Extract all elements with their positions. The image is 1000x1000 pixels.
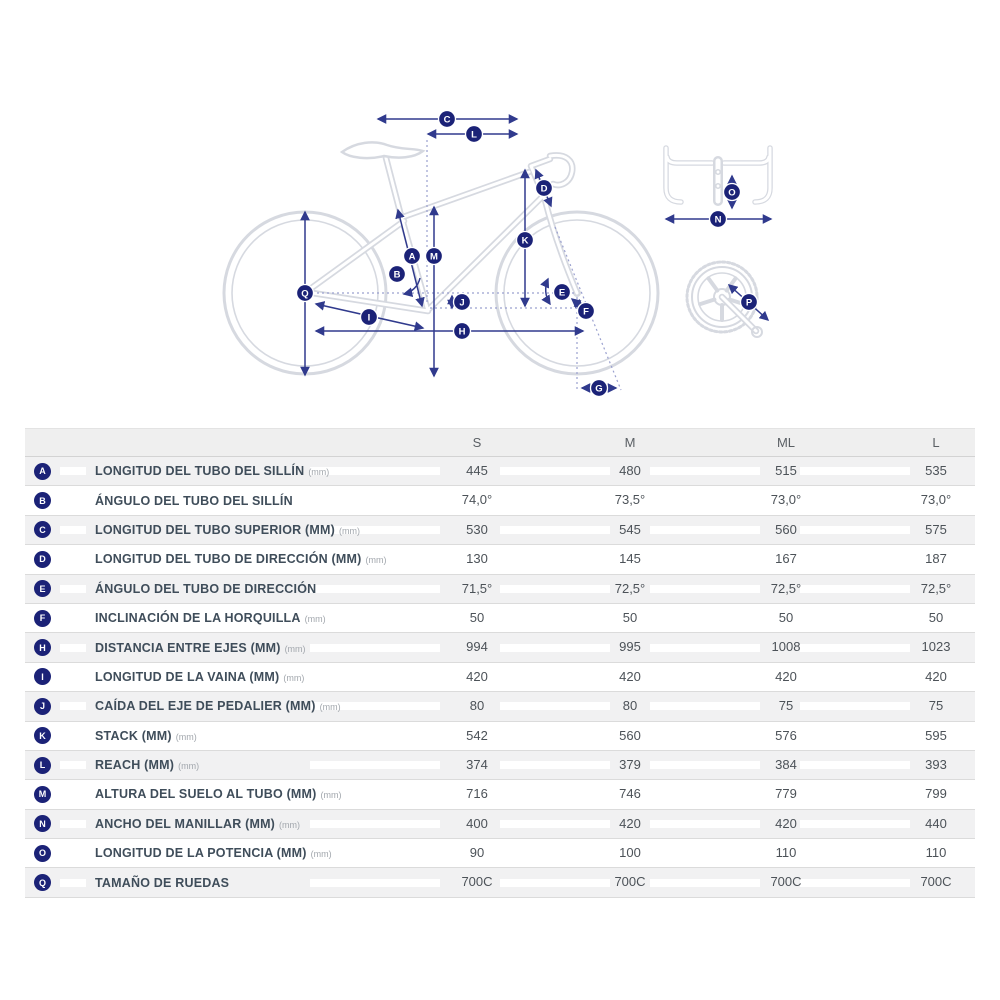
row-label-text: ANCHO DEL MANILLAR (MM) [95, 816, 276, 831]
value-s: 400 [466, 815, 488, 831]
svg-text:B: B [393, 269, 401, 281]
value-l: 420 [925, 668, 947, 684]
row-label [95, 609, 326, 627]
diagram-marker-p [741, 294, 758, 311]
row-unit: (mm) [284, 643, 306, 654]
table-row-j [25, 692, 975, 721]
row-label-text: REACH (MM) [95, 758, 175, 773]
table-row-b [25, 486, 975, 515]
row-marker-badge: Q [34, 874, 51, 891]
diagram-marker-n [710, 211, 727, 228]
svg-text:A: A [408, 251, 416, 263]
value-ml: 72,5° [770, 580, 802, 596]
table-row-a [25, 457, 975, 486]
diagram-marker-q [297, 285, 314, 302]
value-s: 374 [466, 756, 488, 772]
row-unit: (mm) [339, 525, 360, 536]
diagram-marker-d [536, 180, 553, 197]
value-m: 100 [619, 845, 641, 861]
row-marker-badge: D [34, 551, 51, 568]
diagram-marker-j [454, 294, 471, 311]
row-marker-badge: J [34, 698, 51, 715]
value-ml: 560 [775, 521, 797, 537]
svg-text:H: H [458, 326, 466, 338]
value-l: 700C [920, 874, 952, 890]
svg-text:M: M [430, 251, 438, 263]
row-unit: (mm) [175, 731, 197, 742]
row-label-text: INCLINACIÓN DE LA HORQUILLA [95, 611, 301, 626]
value-l: 1023 [921, 639, 951, 655]
table-row-o [25, 839, 975, 868]
value-ml: 73,0° [770, 492, 802, 508]
value-ml: 700C [770, 874, 802, 890]
value-l: 187 [925, 551, 947, 567]
value-s: 80 [469, 698, 485, 714]
handlebar-front-view [666, 148, 770, 202]
value-ml: 420 [775, 815, 797, 831]
diagram-marker-c [439, 111, 456, 128]
row-marker-badge: N [34, 815, 51, 832]
svg-text:N: N [714, 214, 722, 226]
diagram-marker-g [591, 380, 608, 397]
row-marker-badge: I [34, 668, 51, 685]
table-header-row [25, 428, 975, 457]
value-m: 80 [622, 698, 638, 714]
diagram-marker-a [404, 248, 421, 265]
svg-text:J: J [459, 297, 465, 309]
row-label-text: LONGITUD DEL TUBO SUPERIOR (MM) [95, 522, 335, 537]
arrow-head-angle-e [546, 279, 550, 304]
row-label [95, 844, 332, 862]
svg-text:P: P [745, 297, 753, 309]
value-s: 420 [466, 668, 488, 684]
value-m: 145 [619, 551, 641, 567]
geometry-table [25, 428, 975, 898]
row-label [95, 580, 320, 598]
value-m: 480 [619, 463, 641, 478]
value-ml: 75 [778, 698, 794, 714]
svg-text:E: E [558, 287, 566, 299]
row-label [95, 815, 300, 833]
value-m: 746 [619, 786, 641, 802]
value-m: 545 [619, 521, 641, 537]
table-row-l [25, 751, 975, 780]
diagram-marker-m [426, 248, 443, 265]
value-ml: 576 [775, 727, 797, 743]
diagram-marker-k [517, 232, 534, 249]
value-m: 420 [619, 668, 641, 684]
value-ml: 167 [775, 551, 797, 567]
diagram-marker-h [454, 323, 471, 340]
row-label-text: DISTANCIA ENTRE EJES (MM) [95, 640, 281, 655]
diagram-marker-i [361, 309, 378, 326]
svg-text:F: F [583, 306, 589, 318]
value-s: 90 [469, 845, 485, 861]
row-marker-badge: A [34, 463, 51, 480]
row-unit: (mm) [304, 614, 326, 625]
row-marker-badge: F [34, 610, 51, 627]
row-marker-badge: M [34, 786, 51, 803]
svg-text:Q: Q [301, 288, 309, 300]
column-header-ml: ML [776, 435, 796, 450]
table-row-k [25, 722, 975, 751]
row-label-text: ALTURA DEL SUELO AL TUBO (MM) [95, 787, 317, 802]
row-label-text: LONGITUD DE LA VAINA (MM) [95, 669, 280, 684]
value-l: 50 [928, 609, 944, 625]
value-m: 420 [619, 815, 641, 831]
row-marker-badge: E [34, 580, 51, 597]
row-label-text: LONGITUD DEL TUBO DE DIRECCIÓN (MM) [95, 552, 362, 567]
svg-text:I: I [367, 312, 371, 324]
value-l: 393 [925, 756, 947, 772]
row-unit: (mm) [365, 555, 387, 566]
value-m: 379 [619, 756, 641, 772]
diagram-marker-o [724, 184, 741, 201]
value-s: 445 [466, 463, 488, 478]
value-l: 595 [925, 727, 947, 743]
value-ml: 515 [775, 463, 797, 478]
row-label-text: ÁNGULO DEL TUBO DEL SILLÍN [95, 493, 293, 508]
bike-geometry-diagram [0, 0, 1000, 428]
column-header-s: S [472, 435, 482, 450]
diagram-marker-f [578, 303, 595, 320]
table-row-e [25, 575, 975, 604]
value-m: 560 [619, 727, 641, 743]
table-row-n [25, 810, 975, 839]
row-label [95, 668, 304, 686]
value-m: 700C [614, 874, 646, 890]
diagram-marker-l [466, 126, 483, 143]
value-s: 994 [466, 639, 488, 655]
row-label-text: STACK (MM) [95, 728, 172, 743]
row-unit: (mm) [178, 761, 200, 772]
row-label [95, 639, 306, 657]
row-label-text: TAMAÑO DE RUEDAS [95, 875, 230, 890]
value-s: 530 [466, 521, 488, 537]
row-unit: (mm) [279, 819, 301, 830]
value-l: 75 [928, 698, 944, 714]
diagram-marker-e [554, 284, 571, 301]
value-ml: 110 [775, 845, 797, 861]
value-s: 542 [466, 727, 488, 743]
row-label [95, 521, 360, 539]
row-marker-badge: H [34, 639, 51, 656]
row-label-text: LONGITUD DE LA POTENCIA (MM) [95, 846, 307, 861]
value-m: 72,5° [614, 580, 646, 596]
diagram-marker-b [389, 266, 406, 283]
value-l: 440 [925, 815, 947, 831]
svg-text:G: G [595, 383, 603, 395]
value-l: 535 [925, 463, 947, 478]
table-row-f [25, 604, 975, 633]
row-label [95, 756, 199, 774]
value-s: 74,0° [461, 492, 493, 508]
table-row-d [25, 545, 975, 574]
table-row-h [25, 633, 975, 662]
row-unit: (mm) [308, 467, 330, 478]
value-l: 799 [925, 786, 947, 802]
value-m: 73,5° [614, 492, 646, 508]
row-label [95, 727, 197, 745]
table-row-q [25, 868, 975, 897]
value-ml: 420 [775, 668, 797, 684]
row-marker-badge: K [34, 727, 51, 744]
value-s: 716 [466, 786, 488, 802]
value-s: 50 [469, 609, 485, 625]
svg-text:L: L [471, 129, 477, 141]
row-marker-badge: C [34, 521, 51, 538]
row-label-text: ÁNGULO DEL TUBO DE DIRECCIÓN [95, 581, 317, 596]
table-row-m [25, 780, 975, 809]
value-ml: 384 [775, 756, 797, 772]
column-header-l: L [932, 435, 940, 450]
row-label [95, 785, 342, 803]
value-ml: 779 [775, 786, 797, 802]
svg-text:O: O [728, 187, 736, 199]
row-unit: (mm) [320, 790, 342, 801]
column-header-m: M [624, 435, 636, 450]
row-marker-badge: L [34, 757, 51, 774]
table-row-c [25, 516, 975, 545]
row-label [95, 874, 233, 892]
value-l: 72,5° [920, 580, 952, 596]
value-s: 71,5° [461, 580, 493, 596]
row-unit: (mm) [283, 672, 305, 683]
value-m: 995 [619, 639, 641, 655]
row-label [95, 462, 329, 480]
row-marker-badge: B [34, 492, 51, 509]
value-s: 700C [461, 874, 493, 890]
row-label [95, 492, 297, 510]
svg-text:C: C [443, 114, 451, 126]
value-l: 575 [925, 521, 947, 537]
row-label-text: LONGITUD DEL TUBO DEL SILLÍN [95, 464, 305, 479]
value-ml: 1008 [771, 639, 801, 655]
table-row-i [25, 663, 975, 692]
row-label [95, 550, 386, 568]
svg-text:D: D [540, 183, 548, 195]
row-unit: (mm) [310, 849, 332, 860]
value-m: 50 [622, 609, 638, 625]
value-s: 130 [466, 551, 488, 567]
row-marker-badge: O [34, 845, 51, 862]
value-ml: 50 [778, 609, 794, 625]
value-l: 110 [925, 845, 947, 861]
saddle [342, 142, 423, 158]
svg-text:K: K [521, 235, 529, 247]
row-label-text: CAÍDA DEL EJE DE PEDALIER (MM) [95, 699, 316, 714]
row-unit: (mm) [319, 702, 341, 713]
row-label [95, 697, 341, 715]
value-l: 73,0° [920, 492, 952, 508]
